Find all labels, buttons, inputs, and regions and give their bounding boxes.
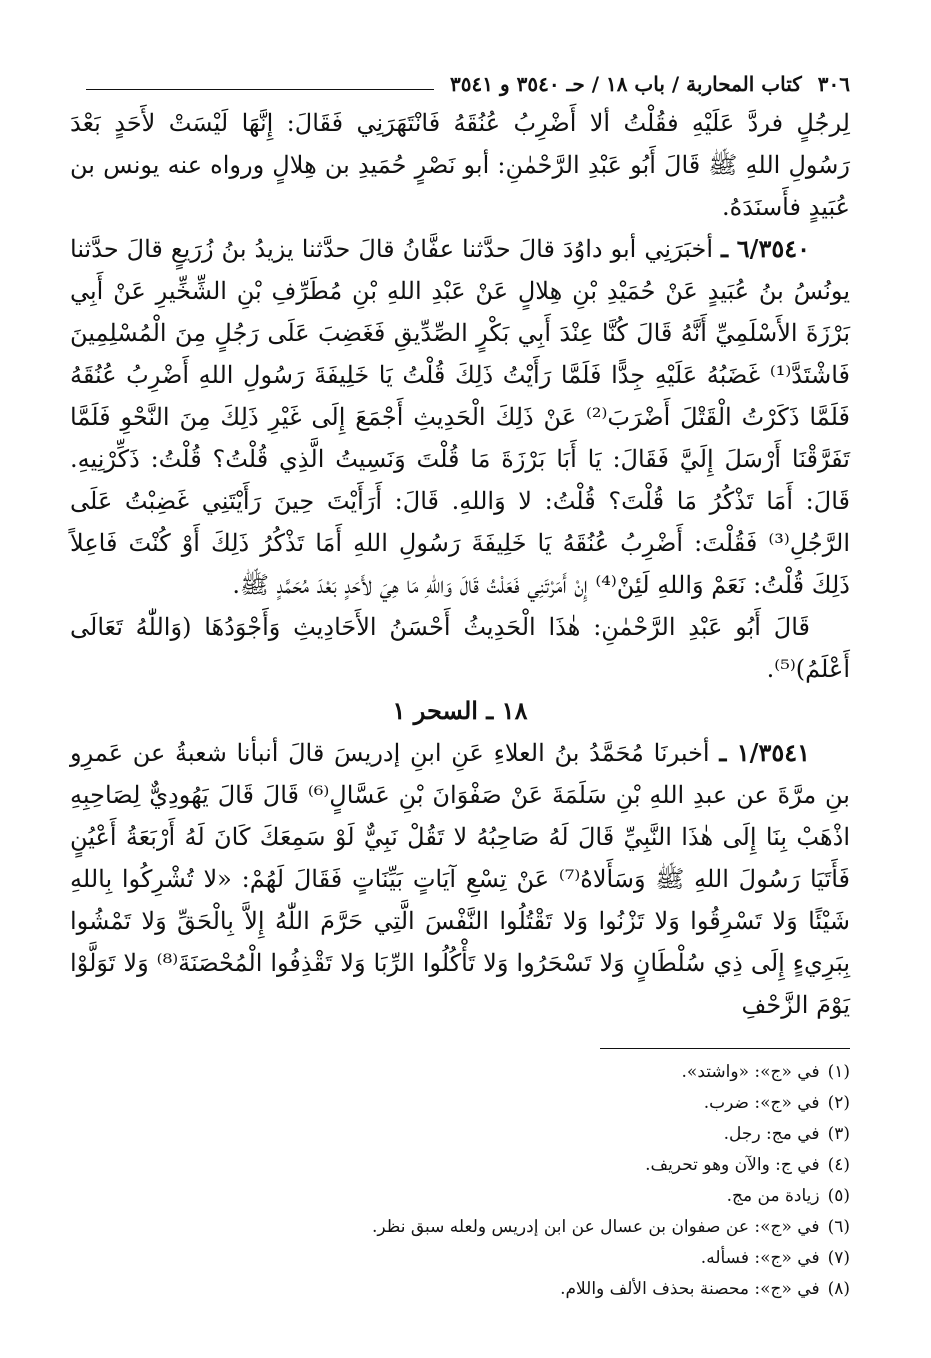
- header-rule: [86, 89, 434, 90]
- footnote-text: في «ج»: ضرب.: [703, 1093, 820, 1113]
- footnote: [70, 1088, 850, 1119]
- footnote-number: (٧): [827, 1248, 850, 1268]
- hadith-number: ١/٣٥٤١ ـ: [719, 738, 810, 767]
- footnote: [70, 1119, 850, 1150]
- footnote-text: في «ج»: «واشتد».: [681, 1062, 820, 1082]
- footnote-number: (٣): [827, 1124, 850, 1144]
- footnote-rule: [600, 1048, 850, 1049]
- book-page: [70, 62, 850, 1305]
- hadith-3541: [70, 732, 850, 1026]
- running-title: كتاب المحاربة / باب ١٨ / حـ ٣٥٤٠ و ٣٥٤١: [450, 72, 802, 96]
- section-heading: ١٨ ـ السحر ١: [392, 696, 528, 725]
- page-number: ٣٠٦: [817, 72, 850, 96]
- footnote-number: (٤): [827, 1155, 850, 1175]
- footnote: [70, 1212, 850, 1243]
- footnote-text: في ج: والآن وهو تحريف.: [645, 1155, 820, 1175]
- footnote-number: (٨): [827, 1279, 850, 1299]
- main-text: [70, 102, 850, 1026]
- footnote-number: (٥): [827, 1186, 850, 1206]
- hadith-3540: [70, 228, 850, 606]
- footnote-text: في «ج»: محصنة بحذف الألف واللام.: [560, 1279, 820, 1299]
- hadith-number: ٦/٣٥٤٠ ـ: [721, 234, 810, 263]
- hadith-text: أخبرنَا مُحَمَّدُ بنُ العلاءِ عَنِ ابنِ إدريسَ قالَ أنبأنا شعبةُ عن عَمرِو بنِ مرَّةَ عن عبدِ اللهِ بْنِ سَلَمَةَ عَنْ صَفْوَانَ بْنِ عَسَّالٍ⁽⁶⁾ قَالَ قَالَ يَهُودِيٌّ لِصَاحِبِهِ اذْهَبْ بِنَا إِلَى هٰذَا النَّبِيِّ قَالَ لَهُ صَاحِبُهُ لا تَقُلْ نَبِيٌّ لَوْ سَمِعَكَ كَانَ لَهُ أَرْبَعَةُ أَعْيُنٍ فَأَتَيَا رَسُولَ اللهِ ﷺ وَسَأَلاهُ⁽⁷⁾ عَنْ تِسْعِ آيَاتٍ بَيِّنَاتٍ فَقَالَ لَهُمْ: «لا تُشْرِكُوا بِاللهِ شَيْئًا وَلا تَسْرِقُوا وَلا تَزْنُوا وَلا تَقْتُلُوا النَّفْسَ الَّتِي حَرَّمَ اللّٰهُ إِلاَّ بِالْحَقِّ وَلا تَمْشُوا بِبَرِيءٍ إِلَى ذِي سُلْطَانٍ وَلا تَسْحَرُوا وَلا تَأْكُلُوا الرِّبَا وَلا تَقْذِفُوا الْمُحْصَنَةَ⁽⁸⁾ وَلا تَوَلَّوْا يَوْمَ الزَّحْفِ: [70, 739, 851, 1019]
- footnote-number: (١): [827, 1062, 850, 1082]
- running-head: [70, 62, 850, 96]
- author-comment: [70, 606, 850, 690]
- comment-text: قَالَ أَبُو عَبْدِ الرَّحْمٰنِ: هٰذَا الْحَدِيثُ أَحْسَنُ الأَحَادِيثِ وَأَجْوَدُهَا (وَاللّٰهُ تَعَالَى أَعْلَمُ)⁽⁵⁾.: [70, 613, 850, 683]
- footnote: [70, 1181, 850, 1212]
- footnote: [70, 1057, 850, 1088]
- footnote: [70, 1243, 850, 1274]
- footnote-number: (٦): [827, 1217, 850, 1237]
- footnotes-list: [70, 1057, 850, 1305]
- footnote-text: في «ج»: فسأله.: [700, 1248, 820, 1268]
- footnote: [70, 1274, 850, 1305]
- footnote-number: (٢): [827, 1093, 850, 1113]
- footnote-text: في «ج»: عن صفوان بن عسال عن ابن إدريس ولعله سبق نظر.: [371, 1217, 820, 1237]
- footnote-text: في مج: رجل.: [723, 1124, 820, 1144]
- paragraph-text: لِرجُلٍ فردَّ عَلَيْهِ فقُلْتُ ألا أَضْرِبُ عُنُقَهُ فَانْتَهَرَنِي فَقَالَ: إِنَّهَا لَيْسَتْ لأَحَدٍ بَعْدَ رَسُولِ اللهِ ﷺ قَالَ أَبُو عَبْدِ الرَّحْمٰنِ: أبو نَصْرٍ حُمَيدِ بن هِلالٍ ورواه عنه يونس بن عُبَيدٍ فأَسنَدَهُ.: [70, 109, 851, 221]
- continued-paragraph: [70, 102, 850, 228]
- footnote: [70, 1150, 850, 1181]
- footnote-text: زيادة من مج.: [726, 1186, 820, 1206]
- hadith-text: أخبَرَنِي أبو داوُدَ قالَ حدَّثنا عفَّانُ قالَ حدَّثنا يزيدُ بنُ زُرَيعٍ قالَ حدَّثنا يونُسُ بنُ عُبَيدٍ عَنْ حُمَيْدِ بْنِ هِلالٍ عَنْ عَبْدِ اللهِ بْنِ مُطَرِّفِ بْنِ الشِّخِّيرِ عَنْ أَبِي بَرْزَةَ الأَسْلَمِيِّ أَنَّهُ قَالَ كُنَّا عِنْدَ أَبِي بَكْرٍ الصِّدِّيقِ فَغَضِبَ عَلَى رَجُلٍ مِنَ الْمُسْلِمِينَ فَاشْتَدَّ⁽¹⁾ غَضَبُهُ عَلَيْهِ جِدًّا فَلَمَّا رَأَيْتُ ذَلِكَ قُلْتُ يَا خَلِيفَةَ رَسُولِ اللهِ أَضْرِبُ عُنُقَهُ فَلَمَّا ذَكَرْتُ الْقَتْلَ أَضْرَبَ⁽²⁾ عَنْ ذَلِكَ الْحَدِيثِ أَجْمَعَ إِلَى غَيْرِ ذَلِكَ مِنَ النَّحْوِ فَلَمَّا تَفَرَّقْنَا أَرْسَلَ إِلَيَّ فَقَالَ: يَا أَبَا بَرْزَةَ مَا قُلْتَ وَنَسِيتُ الَّذِي قُلْتُ؟ قُلْتُ: ذَكِّرْنِيهِ. قَالَ: أَمَا تَذْكُرُ مَا قُلْتَ؟ قُلْتُ: لا وَاللهِ. قَالَ: أَرَأَيْتَ حِينَ رَأَيْتَنِي غَضِبْتُ عَلَى الرَّجُلِ⁽³⁾ فَقُلْتَ: أَضْرِبُ عُنُقَهُ يَا خَلِيفَةَ رَسُولِ اللهِ أَمَا تَذْكُرُ ذَلِكَ أَوْ كُنْتَ فَاعِلاً ذَلِكَ قُلْتُ: نَعَمْ وَاللهِ لَئِنْ⁽⁴⁾ إِنْ أَمَرْتَنِي فَعَلْتُ قَالَ وَاللهِ مَا هِيَ لأَحَدٍ بَعْدَ مُحَمَّدٍ ﷺ.: [70, 235, 850, 599]
